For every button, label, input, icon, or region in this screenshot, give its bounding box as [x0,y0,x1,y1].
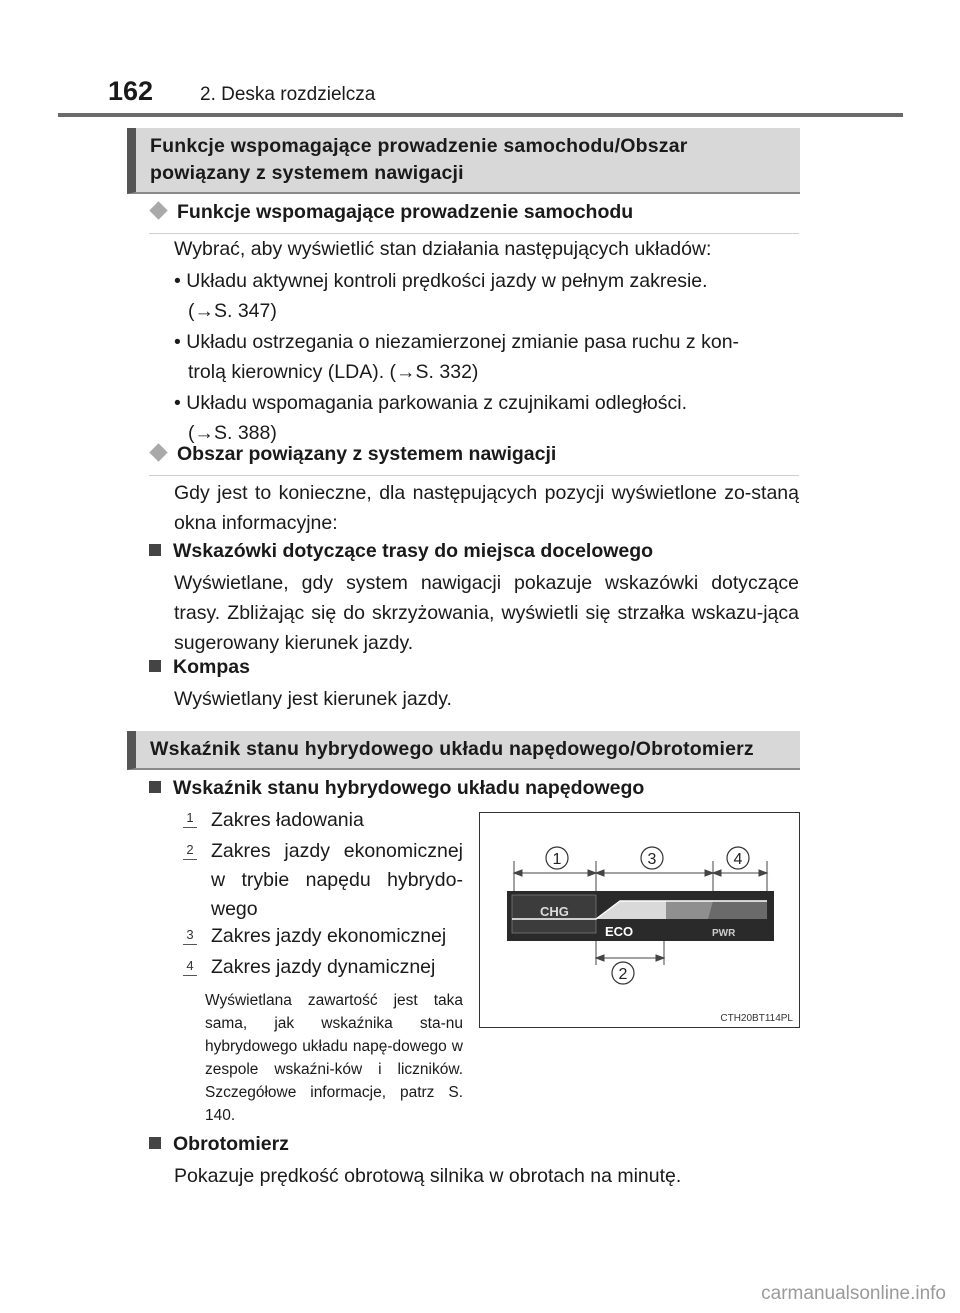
watermark-text: carmanualsonline.info [761,1283,946,1304]
legend-number-1: 1 [183,810,197,828]
bullet-ref: (→S. 388) [188,422,277,444]
tachometer-body: Pokazuje prędkość obrotową silnika w obrotach na minutę. [174,1165,682,1187]
callout-label-4: 4 [733,851,743,868]
bullet-text: • Układu ostrzegania o niezamierzonej zmianie pasa ruchu z kon- [174,331,740,353]
square-bullet-icon [149,660,161,672]
subheading-navigation [149,443,799,476]
subheading-label: Obszar powiązany z systemem nawigacji [177,443,557,465]
intro-paragraph: Wybrać, aby wyświetlić stan działania następujących układów: [174,238,712,260]
square-bullet-icon [149,781,161,793]
legend-text-eco: Zakres jazdy ekonomicznej [211,925,447,947]
legend-number-4: 4 [183,958,197,976]
diamond-icon [149,201,167,219]
hybrid-indicator-figure [479,812,800,1028]
section-heading-label: Wskaźnik stanu hybrydowego układu napędowego/Obrotomierz [150,738,754,760]
bullet-ref: (→S. 347) [188,300,277,322]
legend-number-2: 2 [183,842,197,860]
bullet-item-cruise [174,266,799,326]
hybrid-indicator-diagram [480,813,799,1027]
legend-text-power: Zakres jazdy dynamicznej [211,956,436,978]
bullet-item-parking [174,388,799,448]
subheading-label: Funkcje wspomagające prowadzenie samochodu [177,201,634,223]
label-eco: ECO [605,924,634,939]
section-heading-line1: Funkcje wspomagające prowadzenie samochodu/Obszar [150,135,688,157]
section-heading-driving-support [127,128,800,194]
item-heading-compass [149,656,250,679]
bullet-text: • Układu aktywnej kontroli prędkości jazdy w pełnym zakresie. [174,270,708,292]
item-heading-hybrid-indicator [149,777,644,800]
square-bullet-icon [149,544,161,556]
callout-label-3: 3 [647,851,657,868]
subheading-driving-support [149,201,799,234]
item-heading-label: Kompas [173,656,250,678]
compass-body: Wyświetlany jest kierunek jazdy. [174,688,452,710]
label-pwr: PWR [712,928,736,939]
header-rule [58,113,903,117]
item-heading-label: Wskazówki dotyczące trasy do miejsca docelowego [173,540,654,562]
chapter-title: 2. Deska rozdzielcza [200,84,376,105]
section-heading-hybrid-indicator [127,731,800,770]
route-guidance-body: Wyświetlane, gdy system nawigacji pokazuje wskazówki dotyczące trasy. Zbliżając się do skrzyżowania, wyświetli się strzałka wskazu-jąca sugerowany kierunek jazdy. [174,572,799,654]
legend-number-3: 3 [183,927,197,945]
bullet-text: • Układu wspomagania parkowania z czujnikami odległości. [174,392,687,414]
item-heading-label: Wskaźnik stanu hybrydowego układu napędowego [173,777,645,799]
item-heading-tachometer [149,1133,289,1156]
legend-text-hybrid-eco: Zakres jazdy ekonomicznej w trybie napędu hybrydo-wego [211,840,463,920]
square-bullet-icon [149,1137,161,1149]
eco-upper-band [666,901,713,919]
item-heading-label: Obrotomierz [173,1133,289,1155]
indicator-note: Wyświetlana zawartość jest taka sama, jak wskaźnika sta-nu hybrydowego układu napę-dowego w zespole wskaźni-ków i liczników. Szczegółowe informacje, patrz S. 140. [205,992,463,1124]
figure-code: CTH20BT114PL [720,1013,793,1024]
diamond-icon [149,443,167,461]
page-number: 162 [108,76,154,106]
label-chg: CHG [540,904,569,919]
legend-text-charge: Zakres ładowania [211,809,364,831]
bullet-text-cont: trolą kierownicy (LDA). (→S. 332) [188,361,479,383]
navigation-intro: Gdy jest to konieczne, dla następujących pozycji wyświetlone zo-staną okna informacyjne: [174,482,799,534]
callout-label-1: 1 [552,851,562,868]
callout-label-2: 2 [618,966,628,983]
bullet-item-lda [174,327,799,387]
section-heading-line2: powiązany z systemem nawigacji [150,162,464,184]
item-heading-route-guidance [149,540,653,563]
